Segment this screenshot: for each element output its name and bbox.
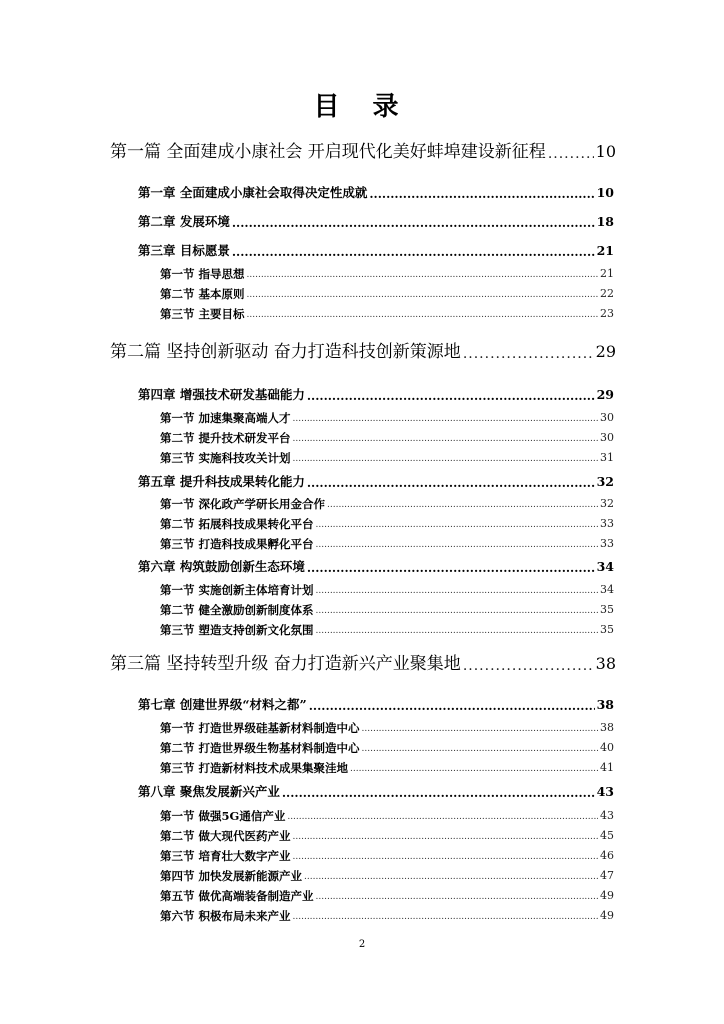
- toc-entry-title: 第二节 打造世界级生物基材料制造中心: [160, 741, 360, 755]
- toc-part-entry[interactable]: [110, 341, 616, 363]
- page-title: 目 录: [313, 92, 411, 122]
- toc-entry-title: 第二节 健全激励创新制度体系: [160, 603, 314, 617]
- toc-part-entry[interactable]: [110, 141, 616, 163]
- toc-entry-title: 第三章 目标愿景: [138, 243, 230, 258]
- toc-entry-title: 第三节 打造科技成果孵化平台: [160, 537, 314, 551]
- toc-entry-title: 第三节 打造新材料技术成果集聚洼地: [160, 761, 349, 775]
- toc-entry-title: 第三篇 坚持转型升级 奋力打造新兴产业聚集地: [110, 654, 461, 674]
- toc-entry-title: 第一节 深化政产学研长用金合作: [160, 497, 326, 511]
- toc-entry-page-number: 47: [600, 869, 614, 882]
- toc-entry-page-number: 49: [600, 889, 614, 902]
- toc-entry-title: 第四节 加快发展新能源产业: [160, 869, 303, 883]
- toc-entry-title: 第一章 全面建成小康社会取得决定性成就: [138, 185, 368, 200]
- toc-section-entry[interactable]: [160, 266, 614, 282]
- toc-entry-title: 第三节 塑造支持创新文化氛围: [160, 623, 314, 637]
- dot-leader: [309, 698, 595, 714]
- dot-leader: [232, 215, 595, 231]
- toc-entry-page-number: 21: [596, 243, 614, 258]
- toc-entry-page-number: 34: [596, 559, 614, 574]
- dot-leader: [293, 911, 598, 924]
- toc-entry-page-number: 30: [600, 431, 614, 444]
- toc-entry-title: 第一节 加速集聚高端人才: [160, 411, 291, 425]
- toc-entry-page-number: 32: [600, 497, 614, 510]
- toc-entry-page-number: 46: [600, 849, 614, 862]
- toc-chapter-entry[interactable]: [138, 783, 614, 801]
- toc-entry-title: 第一篇 全面建成小康社会 开启现代化美好蚌埠建设新征程: [110, 142, 546, 162]
- toc-section-entry[interactable]: [160, 808, 614, 824]
- dot-leader: [463, 345, 594, 363]
- dot-leader: [232, 244, 595, 260]
- toc-entry-page-number: 31: [600, 451, 614, 464]
- toc-entry-page-number: 23: [600, 307, 614, 320]
- dot-leader: [293, 453, 598, 466]
- toc-section-entry[interactable]: [160, 622, 614, 638]
- toc-entry-title: 第一节 做强5G通信产业: [160, 809, 286, 823]
- dot-leader: [247, 309, 598, 322]
- dot-leader: [307, 475, 595, 491]
- toc-entry-title: 第六章 构筑鼓励创新生态环境: [138, 559, 305, 574]
- dot-leader: [316, 625, 598, 638]
- dot-leader: [293, 413, 598, 426]
- toc-part-entry[interactable]: [110, 653, 616, 675]
- toc-entry-page-number: 30: [600, 411, 614, 424]
- toc-entry-page-number: 43: [600, 809, 614, 822]
- toc-entry-title: 第二节 拓展科技成果转化平台: [160, 517, 314, 531]
- toc-section-entry[interactable]: [160, 868, 614, 884]
- dot-leader: [307, 560, 595, 576]
- dot-leader: [293, 433, 598, 446]
- toc-entry-title: 第三节 培育壮大数字产业: [160, 849, 291, 863]
- toc-entry-title: 第三节 主要目标: [160, 307, 245, 321]
- toc-chapter-entry[interactable]: [138, 184, 614, 202]
- toc-entry-page-number: 35: [600, 623, 614, 636]
- toc-section-entry[interactable]: [160, 430, 614, 446]
- toc-section-entry[interactable]: [160, 286, 614, 302]
- toc-entry-page-number: 38: [596, 697, 614, 712]
- toc-section-entry[interactable]: [160, 760, 614, 776]
- toc-entry-page-number: 40: [600, 741, 614, 754]
- toc-section-entry[interactable]: [160, 908, 614, 924]
- toc-entry-page-number: 41: [600, 761, 614, 774]
- toc-entry-page-number: 33: [600, 517, 614, 530]
- dot-leader: [282, 785, 595, 801]
- toc-section-entry[interactable]: [160, 410, 614, 426]
- dot-leader: [327, 499, 598, 512]
- toc-section-entry[interactable]: [160, 450, 614, 466]
- dot-leader: [307, 388, 595, 404]
- toc-entry-page-number: 45: [600, 829, 614, 842]
- dot-leader: [316, 585, 598, 598]
- toc-entry-page-number: 21: [600, 267, 614, 280]
- page-number: 2: [358, 939, 366, 950]
- toc-chapter-entry[interactable]: [138, 558, 614, 576]
- toc-section-entry[interactable]: [160, 582, 614, 598]
- dot-leader: [463, 657, 594, 675]
- toc-chapter-entry[interactable]: [138, 386, 614, 404]
- toc-entry-title: 第一节 指导思想: [160, 267, 245, 281]
- toc-entry-page-number: 43: [596, 784, 614, 799]
- dot-leader: [316, 891, 598, 904]
- toc-entry-page-number: 10: [596, 185, 614, 200]
- dot-leader: [362, 743, 598, 756]
- toc-entry-title: 第二节 基本原则: [160, 287, 245, 301]
- toc-entry-page-number: 29: [595, 342, 616, 361]
- dot-leader: [247, 289, 598, 302]
- dot-leader: [350, 763, 598, 776]
- dot-leader: [316, 519, 598, 532]
- toc-entry-title: 第四章 增强技术研发基础能力: [138, 387, 305, 402]
- dot-leader: [247, 269, 598, 282]
- toc-chapter-entry[interactable]: [138, 696, 614, 714]
- toc-section-entry[interactable]: [160, 740, 614, 756]
- toc-chapter-entry[interactable]: [138, 213, 614, 231]
- toc-section-entry[interactable]: [160, 516, 614, 532]
- toc-entry-page-number: 49: [600, 909, 614, 922]
- toc-entry-title: 第二节 提升技术研发平台: [160, 431, 291, 445]
- toc-entry-title: 第三节 实施科技攻关计划: [160, 451, 291, 465]
- toc-entry-title: 第一节 实施创新主体培育计划: [160, 583, 314, 597]
- toc-entry-title: 第一节 打造世界级硅基新材料制造中心: [160, 721, 360, 735]
- toc-entry-page-number: 38: [595, 654, 616, 673]
- toc-entry-page-number: 34: [600, 583, 614, 596]
- toc-entry-title: 第二篇 坚持创新驱动 奋力打造科技创新策源地: [110, 342, 461, 362]
- toc-chapter-entry[interactable]: [138, 242, 614, 260]
- toc-entry-page-number: 32: [596, 474, 614, 489]
- toc-entry-page-number: 10: [595, 142, 616, 161]
- toc-entry-page-number: 38: [600, 721, 614, 734]
- dot-leader: [369, 186, 594, 202]
- dot-leader: [316, 539, 598, 552]
- toc-section-entry[interactable]: [160, 602, 614, 618]
- dot-leader: [362, 723, 598, 736]
- toc-entry-title: 第八章 聚焦发展新兴产业: [138, 784, 280, 799]
- dot-leader: [304, 871, 598, 884]
- toc-entry-title: 第二章 发展环境: [138, 214, 230, 229]
- toc-entry-page-number: 29: [596, 387, 614, 402]
- toc-entry-title: 第五节 做优高端装备制造产业: [160, 889, 314, 903]
- toc-entry-page-number: 35: [600, 603, 614, 616]
- toc-section-entry[interactable]: [160, 848, 614, 864]
- toc-entry-page-number: 33: [600, 537, 614, 550]
- dot-leader: [316, 605, 598, 618]
- toc-entry-title: 第五章 提升科技成果转化能力: [138, 474, 305, 489]
- dot-leader: [287, 811, 598, 824]
- toc-section-entry[interactable]: [160, 536, 614, 552]
- toc-section-entry[interactable]: [160, 828, 614, 844]
- dot-leader: [293, 831, 598, 844]
- dot-leader: [293, 851, 598, 864]
- toc-section-entry[interactable]: [160, 306, 614, 322]
- dot-leader: [548, 145, 594, 163]
- toc-section-entry[interactable]: [160, 720, 614, 736]
- toc-entry-title: 第七章 创建世界级“材料之都”: [138, 697, 307, 712]
- toc-entry-title: 第六节 积极布局未来产业: [160, 909, 291, 923]
- toc-chapter-entry[interactable]: [138, 473, 614, 491]
- toc-section-entry[interactable]: [160, 888, 614, 904]
- toc-section-entry[interactable]: [160, 496, 614, 512]
- toc-entry-page-number: 22: [600, 287, 614, 300]
- toc-entry-title: 第二节 做大现代医药产业: [160, 829, 291, 843]
- toc-entry-page-number: 18: [596, 214, 614, 229]
